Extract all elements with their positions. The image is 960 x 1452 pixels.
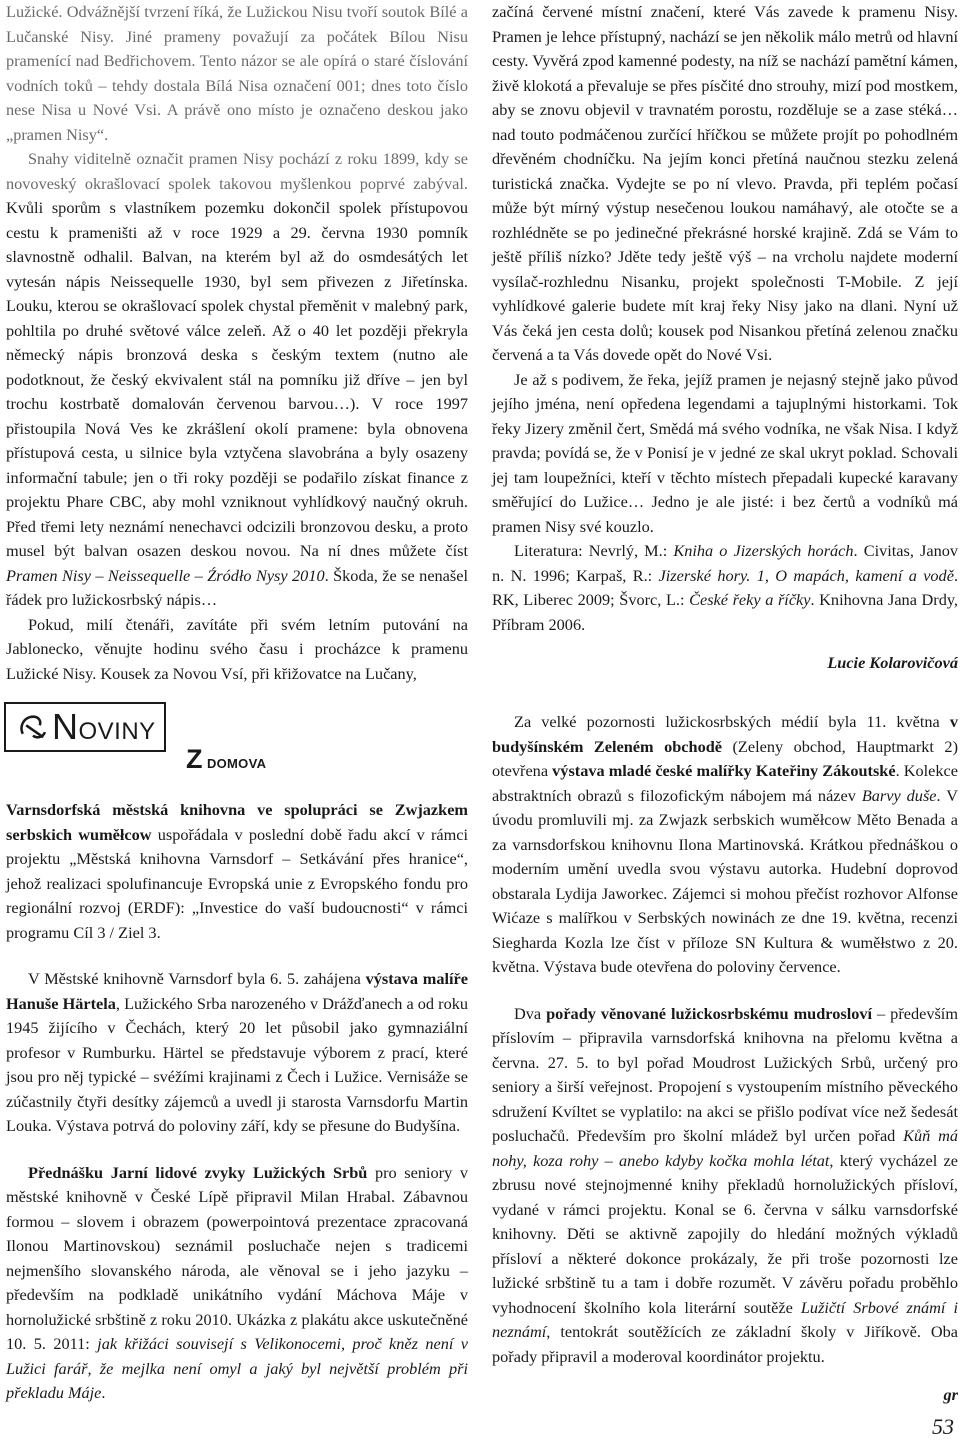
- noviny-logo: [4, 702, 166, 752]
- section-heading: [186, 744, 266, 775]
- news-text: Dva: [514, 1003, 547, 1023]
- paragraph-history-end: . Škoda, že se nenašel řádek pro lužickosrbský nápis…: [6, 565, 468, 609]
- news-text: . V úvodu promluvili mj. za Zwjazk serbskich wuměłcow Měto Benada a za varnsdorfskou knihovnu Ilona Martinovská. Krátkou přednáškou o moderním umění uvedla svou výstavu autorka. Hudební doprovod obstarala Lydija Jaworkec. Zájemci si mohou přečíst rozhovor Alfonse Wićaze s malířkou v Serbských nowinách ze dne 19. května, recenzi Siegharda Kozla lze číst v příloze SN Kultura & wuměłstwo z 20. května. Výstava bude otevřena do poloviny července.: [492, 785, 958, 976]
- noviny-wordmark: [52, 706, 156, 747]
- news-bold: v budyšínském Zeleném obchodě: [492, 712, 958, 756]
- lit-title-1: Kniha o Jizerských horách: [673, 541, 854, 560]
- noviny-emblem-icon: [16, 710, 50, 744]
- section-heading-label: DOMOVA: [206, 756, 267, 771]
- paragraph-literature: [492, 539, 958, 637]
- inscription-text: Pramen Nisy – Neissequelle – Źródło Nysy 2010: [6, 565, 325, 585]
- paragraph-invitation: Pokud, milí čtenáři, zavítáte při svém letním putování na Jablonecko, věnujte hodinu svého času i procházce k pramenu Lužické Nisy. Kousek za Novou Vsí, při křižovatce na Lučany,: [6, 614, 468, 683]
- news-item-proverbs: [492, 1002, 958, 1370]
- news-text: . Kolekce abstraktních obrazů s filozofickým nábojem má název: [492, 761, 958, 805]
- news-signature: gr: [943, 1385, 958, 1404]
- news-bold: pořady věnované lužickosrbskému mudrosloví: [546, 1003, 873, 1023]
- news-item-hartel-exhibition: [6, 967, 468, 1139]
- paragraph-legends: Je až s podivem, že řeka, jejíž pramen je nejasný stejně jako původ jejího jména, není opředena legendami a tajuplnými historkami. Tok řeky Jizery změnil čert, Smědá má svého vodníka, ne však Nisa. I když pravda; povídá se, že v Ponisí je v jedné ze skal ukryt poklad. Schovali jej tam loupežníci, kteří v těchto místech přepadali kupecké karavany směřující do Lužice… Jedno je ale jisté: i bez čertů a vodníků má pramen Nisy své kouzlo.: [492, 369, 958, 536]
- news-text: , tentokrát soutěžících ze základní školy v Jiříkově. Oba pořady připravil a moderoval koordinátor projektu.: [492, 1322, 958, 1366]
- article-column-top-left: [6, 0, 468, 686]
- paragraph-history-text: Kvůli sporům s vlastníkem pozemku dokončil spolek přístupovou cestu k prameništi až v roce 1929 a 29. června 1930 pomník slavnostně odhalil. Balvan, na kterém byl až do osmdesátých let vytesán nápis Neissequelle 1930, byl sem přivezen z Jiřetínska. Louku, kterou se okrašlovací spolek chystal přeměnit v malebný park, pohltila po druhé světové válce zeleň. Až o 40 let později překryla německý nápis bronzová deska s českým textem (nutno ale podotknout, že český ekvivalent stál na pomníku již dříve – jen byl trochu kostrbatě domalován červenou barvou…). V roce 1997 přistoupila Nová Ves ke zkrášlení okolí pramene: byla obnovena přístupová cesta, u silnice byla vztyčena slavobrána a byly osazeny informační tabule; jen o tři roky později se podařilo získat finance z projektu Phare CBC, aby mohl vzniknout vyhlídkový naučný okruh. Před třemi lety neznámí nenechavci odcizili bronzovou desku, a proto musel být balvan osazen deskou novou. Na ní dnes můžete číst: [6, 198, 468, 560]
- news-text: (Zeleny obchod, Hauptmarkt 2) otevřena: [492, 736, 958, 780]
- news-text: , který vycházel ze zbrusu nové stejnojmenné knihy překladů hornolužických přísloví, vydané v rámci projektu. Konal se 6. června v sálku varnsdorfské knihovny. Děti se aktivně zapojily do hledání možných výkladů přísloví a některé dokonce prokázaly, že při troše pozornosti lze lužické srbštině tu a tam i dobře rozumět. V závěru pořadu proběhlo vyhodnocení školního kola literární soutěže: [492, 1150, 958, 1317]
- lit-text-3: . RK, Liberec 2009; Švorc, L.:: [492, 565, 959, 609]
- news-text: pro seniory v městské knihovně v České Lípě připravil Milan Hrabal. Zábavnou formou – slovem i obrazem (powerpointová prezentace zpracovaná Ilonou Martinovskou) seznámil posluchače nejen s tradicemi nejmenšího slovanského národa, ale věnoval se i jeho jazyku – především na podkladě unikátního vydání Máchova Máje v hornolužické srbštině z roku 2010. Ukázka z plakátu akce uskutečněné 10. 5. 2011:: [6, 1162, 468, 1353]
- news-item-library-cooperation: [6, 798, 468, 945]
- news-lead-bold: výstava malíře Hanuše Härtela: [6, 969, 469, 1013]
- paragraph-route: začíná červené místní značení, které Vás zavede k pramenu Nisy. Pramen je lehce přístupný, nachází se jen několik málo metrů od hlavní cesty. Vyvěrá zpod kamenné podesty, na níž se nachází pamětní kámen, živě klokotá a převaluje se přes písčité dno strouhy, mizí pod mostkem, aby se znovu objevil v travnatém porostu, rozděluje se a zase stéká… nad touto podmáčenou zurčící hříčkou se můžete projít po pohodlném dřevěném chodníčku. Na jejím konci přetíná naučnou stezku zelená turistická značka. Vydejte se po ní vlevo. Pravda, při teplém počasí může být mírný výstup nesečenou loukou namáhavý, ale otočte se a rozhlédněte se po jedinečné překrásné horské krajině. Zdá se Vám to ještě příliš nízko? Jděte tedy ještě výš – na vrcholu najdete moderní vysílač-rozhlednu Nisanku, projekt společnosti T-Mobile. Z její vyhlídkové galerie budete mít kraj řeky Nisy jako na dlani. Nyní už Vás čeká jen cesta dolů; kousek pod Nisankou přetíná zelenou značku červená a ta Vás dovede opět do Nové Vsi.: [492, 2, 958, 364]
- lit-text-2: . Civitas, Janov n. N. 1996; Karpaš, R.:: [492, 541, 959, 585]
- news-item-lecture: [6, 1161, 468, 1406]
- author-signature: Lucie Kolarovičová: [827, 653, 958, 672]
- paragraph-history-grey: Snahy viditelně označit pramen Nisy pochází z roku 1899, kdy se novoveský okrašlovací spolek takovou myšlenkou poprvé zabýval.: [6, 149, 468, 193]
- news-column-bottom-right: [492, 710, 958, 1408]
- section-heading-initial: Z: [186, 744, 203, 774]
- news-italic: Barvy duše: [861, 785, 937, 805]
- news-lead-bold: Varnsdorfská městská knihovna ve spolupráci se Zwjazkem serbskich wuměłcow: [6, 800, 468, 844]
- news-text: – především příslovím – připravila varnsdorfská knihovna na přelomu května a června. 27. 5. to byl pořad Moudrost Lužických Srbů, určený pro seniory a širší veřejnost. Propojení s vystoupením místního pěveckého sdružení Kvíltet se vyplatilo: na akci se přišlo podívat více než šedesát posluchačů. Především pro školní mládež byl určen pořad: [492, 1003, 958, 1145]
- lit-text-1: Literatura: Nevrlý, M.:: [514, 541, 674, 560]
- paragraph-intro-grey: Lužické. Odvážnější tvrzení říká, že Lužickou Nisu tvoří soutok Bílé a Lučanské Nisy. Jiné prameny považují za počátek Bílou Nisu pramenící nad Bedřichovem. Tento názor se ale opírá o staré číslování vodních toků – tehdy dostala Bílá Nisa označení 001; dnes toto číslo nese Nisa u Nové Vsi. A právě ono místo je označeno deskou jako „pramen Nisy“.: [6, 2, 468, 144]
- paragraph-history: [6, 147, 468, 613]
- news-text: uspořádala v poslední době řadu akcí v rámci projektu „Městská knihovna Varnsdorf – Setkávání přes hranice“, jehož realizaci spolufinancuje Evropská unie z Evropského fondu pro regionální rozvoj (ERDF): „Investice do vaší budoucnosti“ v rámci programu Cíl 3 / Ziel 3.: [6, 824, 469, 942]
- lit-title-2: Jizerské hory. 1, O mapách, kamení a vodě: [658, 565, 954, 585]
- news-column-bottom-left: [6, 798, 468, 1406]
- news-bold: výstava mladé české malířky Kateřiny Zákoutské: [552, 761, 896, 780]
- news-item-zakoutska-exhibition: [492, 710, 958, 980]
- article-column-top-right: [492, 0, 958, 676]
- news-italic: Lužičtí Srbové známí i neznámí: [492, 1297, 959, 1341]
- logo-initial: N: [52, 706, 79, 747]
- page-number: 53: [932, 1414, 954, 1439]
- news-text: .: [101, 1383, 106, 1402]
- news-lead-bold: Přednášku Jarní lidové zvyky Lužických Srbů: [28, 1162, 368, 1182]
- logo-rest: OVINY: [78, 718, 156, 745]
- news-text: , Lužického Srba narozeného v Drážďanech a od roku 1945 žijícího v Čechách, který 20 let působil jako gymnaziální profesor v Rumburku. Härtel se představuje výborem z prací, které jsou pro něj typické – svéžími krajinami z Čech i Lužice. Vernisáže se zúčastnily čtyři desítky zájemců a uvedl ji starosta Varnsdorfu Martin Louka. Výstava potrvá do poloviny září, kdy se přesune do Budyšína.: [6, 993, 468, 1135]
- lit-text-4: . Knihovna Jana Drdy, Příbram 2006.: [492, 590, 958, 634]
- news-text: V Městské knihovně Varnsdorf byla 6. 5. zahájena: [28, 969, 366, 988]
- lit-title-3: České řeky a říčky: [689, 590, 811, 609]
- news-text: Za velké pozornosti lužickosrbských médií byla 11. května: [514, 712, 950, 731]
- news-quote-italic: jak křižáci souvisejí s Velikonocemi, proč kněz není v Lužici farář, že mejlka není omyl a jaký byl největší problém při překladu Máje: [6, 1334, 468, 1402]
- news-italic: Kůň má nohy, koza rohy – anebo kdyby kočka mohla létat: [492, 1126, 958, 1170]
